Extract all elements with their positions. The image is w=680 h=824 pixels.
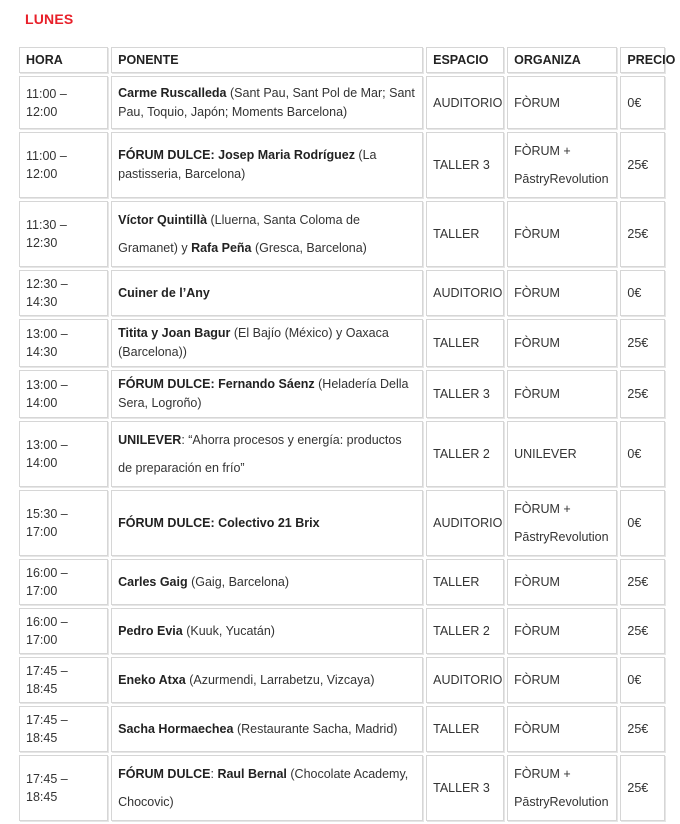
cell-espacio: AUDITORIO [426, 657, 504, 703]
cell-hora: 16:00 – 17:00 [19, 559, 108, 605]
cell-hora: 13:00 – 14:00 [19, 370, 108, 418]
cell-ponente [111, 706, 423, 752]
cell-ponente [111, 201, 423, 267]
cell-precio: 25€ [620, 706, 665, 752]
cell-precio: 25€ [620, 559, 665, 605]
cell-organiza: FÒRUM [507, 370, 617, 418]
cell-ponente [111, 421, 423, 487]
cell-hora: 11:00 – 12:00 [19, 76, 108, 129]
speaker-name: FÓRUM DULCE: Colectivo 21 Brix [118, 515, 320, 530]
speaker-detail: (Heladería Della Sera, Logroño) [118, 377, 409, 410]
cell-hora: 11:00 – 12:00 [19, 132, 108, 198]
table-row [19, 76, 665, 129]
speaker-detail: (Gaig, Barcelona) [187, 574, 290, 589]
cell-espacio: TALLER 2 [426, 421, 504, 487]
day-title: LUNES [25, 11, 74, 27]
cell-espacio: TALLER 3 [426, 370, 504, 418]
cell-espacio: TALLER 3 [426, 132, 504, 198]
cell-precio: 0€ [620, 76, 665, 129]
cell-ponente [111, 270, 423, 316]
table-row [19, 132, 665, 198]
speaker-name: Cuiner de l’Any [118, 285, 210, 300]
speaker-name: FÓRUM DULCE [118, 767, 211, 781]
cell-organiza: FÒRUM + PāstryRevolution [507, 132, 617, 198]
cell-espacio: TALLER [426, 201, 504, 267]
cell-ponente [111, 490, 423, 556]
speaker-name: FÓRUM DULCE: Josep Maria Rodríguez [118, 148, 355, 162]
speaker-name: Eneko Atxa [118, 672, 186, 687]
cell-organiza: UNILEVER [507, 421, 617, 487]
speaker-detail-2: (Chocolate Academy, Chocovic) [118, 767, 409, 809]
cell-espacio: TALLER 3 [426, 755, 504, 821]
speaker-name-2: Raul Bernal [217, 767, 287, 781]
cell-espacio: AUDITORIO [426, 490, 504, 556]
table-row [19, 319, 665, 367]
header-espacio: ESPACIO [426, 47, 504, 73]
cell-ponente [111, 370, 423, 418]
cell-hora: 16:00 – 17:00 [19, 608, 108, 654]
cell-organiza: FÒRUM [507, 608, 617, 654]
cell-espacio: TALLER 2 [426, 608, 504, 654]
schedule-table [16, 44, 676, 824]
cell-precio: 0€ [620, 421, 665, 487]
speaker-name: Carles Gaig [118, 574, 188, 589]
cell-organiza: FÒRUM + PāstryRevolution [507, 755, 617, 821]
cell-precio: 25€ [620, 132, 665, 198]
cell-precio: 25€ [620, 201, 665, 267]
cell-precio: 0€ [620, 270, 665, 316]
cell-ponente [111, 608, 423, 654]
cell-ponente [111, 755, 423, 821]
cell-ponente [111, 132, 423, 198]
cell-espacio: TALLER [426, 706, 504, 752]
speaker-name: Titita y Joan Bagur [118, 326, 231, 340]
cell-precio: 0€ [620, 657, 665, 703]
speaker-detail: : [210, 767, 218, 781]
cell-ponente [111, 76, 423, 129]
cell-ponente [111, 319, 423, 367]
cell-organiza: FÒRUM [507, 76, 617, 129]
table-row [19, 559, 665, 605]
header-ponente: PONENTE [111, 47, 423, 73]
cell-organiza: FÒRUM [507, 201, 617, 267]
cell-precio: 25€ [620, 755, 665, 821]
cell-hora: 13:00 – 14:00 [19, 421, 108, 487]
cell-hora: 17:45 – 18:45 [19, 706, 108, 752]
speaker-name: Pedro Evia [118, 623, 183, 638]
speaker-name: Carme Ruscalleda [118, 85, 227, 100]
cell-hora: 17:45 – 18:45 [19, 755, 108, 821]
table-row [19, 370, 665, 418]
cell-organiza: FÒRUM + PāstryRevolution [507, 490, 617, 556]
speaker-detail: (Kuuk, Yucatán) [182, 623, 275, 638]
table-row [19, 201, 665, 267]
cell-espacio: AUDITORIO [426, 76, 504, 129]
cell-organiza: FÒRUM [507, 657, 617, 703]
cell-precio: 25€ [620, 370, 665, 418]
speaker-name: Víctor Quintillà [118, 213, 208, 227]
table-row [19, 706, 665, 752]
speaker-detail: : “Ahorra procesos y energía: productos de preparación en frío” [118, 433, 402, 475]
cell-precio: 25€ [620, 319, 665, 367]
table-row [19, 490, 665, 556]
speaker-detail: (Lluerna, Santa Coloma de Gramanet) y [118, 213, 360, 255]
speaker-detail: (La pastisseria, Barcelona) [118, 148, 377, 181]
cell-espacio: TALLER [426, 319, 504, 367]
table-row [19, 421, 665, 487]
header-precio: PRECIO [620, 47, 665, 73]
cell-espacio: AUDITORIO [426, 270, 504, 316]
table-row [19, 755, 665, 821]
cell-organiza: FÒRUM [507, 270, 617, 316]
speaker-name: UNILEVER [118, 433, 182, 447]
table-row [19, 270, 665, 316]
speaker-name: FÓRUM DULCE: Fernando Sáenz [118, 377, 315, 391]
cell-hora: 13:00 – 14:30 [19, 319, 108, 367]
speaker-detail: (Restaurante Sacha, Madrid) [233, 721, 398, 736]
table-row [19, 608, 665, 654]
speaker-name-2: Rafa Peña [191, 241, 252, 255]
cell-hora: 17:45 – 18:45 [19, 657, 108, 703]
cell-hora: 11:30 – 12:30 [19, 201, 108, 267]
speaker-detail: (Sant Pau, Sant Pol de Mar; Sant Pau, Toquio, Japón; Moments Barcelona) [118, 85, 415, 119]
cell-ponente [111, 657, 423, 703]
cell-organiza: FÒRUM [507, 706, 617, 752]
speaker-detail: (Azurmendi, Larrabetzu, Vizcaya) [185, 672, 375, 687]
cell-organiza: FÒRUM [507, 319, 617, 367]
speaker-name: Sacha Hormaechea [118, 721, 234, 736]
speaker-detail-2: (Gresca, Barcelona) [251, 241, 367, 255]
header-hora: HORA [19, 47, 108, 73]
cell-hora: 15:30 – 17:00 [19, 490, 108, 556]
cell-precio: 0€ [620, 490, 665, 556]
cell-ponente [111, 559, 423, 605]
table-header-row [19, 47, 665, 73]
cell-organiza: FÒRUM [507, 559, 617, 605]
cell-espacio: TALLER [426, 559, 504, 605]
header-organiza: ORGANIZA [507, 47, 617, 73]
cell-precio: 25€ [620, 608, 665, 654]
table-row [19, 657, 665, 703]
speaker-detail: (El Bajío (México) y Oaxaca (Barcelona)) [118, 326, 389, 359]
cell-hora: 12:30 – 14:30 [19, 270, 108, 316]
